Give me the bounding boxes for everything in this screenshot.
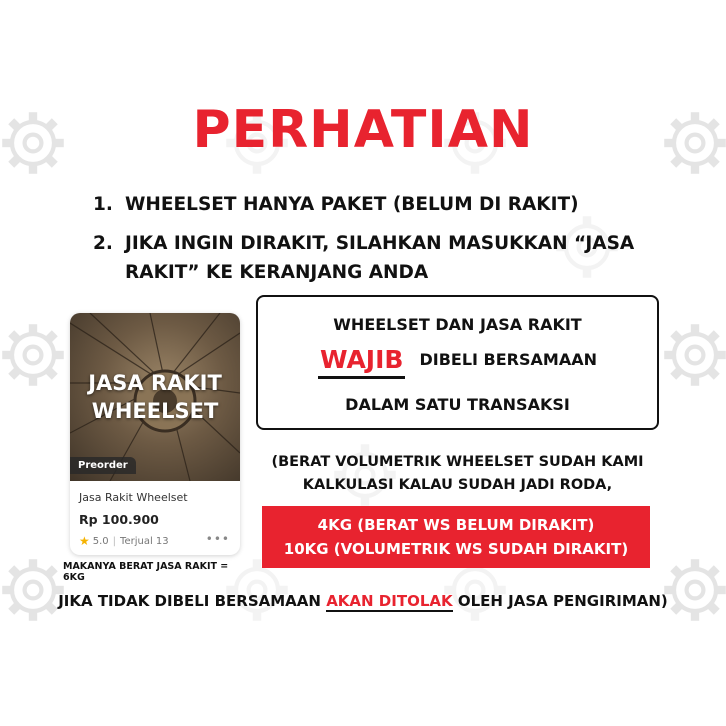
gear-icon (0, 320, 68, 390)
important-line: DALAM SATU TRANSAKSI (345, 395, 570, 414)
weights-banner (262, 506, 650, 568)
volumetric-note-line: KALKULASI KALAU SUDAH JADI RODA, (302, 477, 613, 493)
product-rating: 5.0 (92, 535, 109, 547)
footer-warning (0, 592, 726, 610)
product-image-caption-line: WHEELSET (91, 399, 219, 423)
note-item (93, 190, 663, 219)
footer-text: JIKA TIDAK DIBELI BERSAMAAN (58, 592, 327, 610)
footer-text: OLEH JASA PENGIRIMAN) (452, 592, 668, 610)
note-number: 1. (93, 194, 113, 215)
gear-icon (660, 320, 726, 390)
product-image-caption-line: JASA RAKIT (88, 371, 222, 395)
product-card[interactable] (70, 313, 240, 555)
note-text: WHEELSET HANYA PAKET (BELUM DI RAKIT) (125, 194, 579, 215)
important-box (256, 295, 659, 430)
volumetric-note-line: (BERAT VOLUMETRIK WHEELSET SUDAH KAMI (271, 454, 644, 470)
note-number: 2. (93, 233, 113, 254)
product-image (70, 313, 240, 481)
gear-icon (660, 555, 726, 625)
product-image-caption (70, 369, 240, 425)
weight-line: 4KG (BERAT WS BELUM DIRAKIT) (317, 516, 595, 534)
star-icon: ★ (79, 534, 90, 548)
weight-line: 10KG (VOLUMETRIK WS SUDAH DIRAKIT) (283, 540, 629, 558)
footer-highlight: AKAN DITOLAK (326, 592, 453, 610)
gear-icon (0, 555, 68, 625)
important-line-rest: DIBELI BERSAMAAN (419, 350, 597, 369)
more-dots-icon[interactable]: ••• (205, 532, 230, 546)
product-name[interactable]: Jasa Rakit Wheelset (79, 491, 188, 504)
page-title: PERHATIAN (192, 100, 534, 160)
note-text: JIKA INGIN DIRAKIT, SILAHKAN MASUKKAN “JASA RAKIT” KE KERANJANG ANDA (125, 233, 635, 283)
note-item (93, 229, 663, 287)
important-line: WHEELSET DAN JASA RAKIT (333, 315, 582, 334)
wajib-emphasis: WAJIB (318, 345, 405, 379)
weight-caption: MAKANYA BERAT JASA RAKIT = 6KG (63, 561, 229, 583)
important-line (258, 345, 657, 374)
product-rating-row (79, 534, 169, 548)
product-sold-count: Terjual 13 (120, 535, 169, 547)
volumetric-note (256, 451, 659, 497)
preorder-badge: Preorder (70, 457, 136, 474)
separator: | (112, 535, 117, 547)
product-price: Rp 100.900 (79, 512, 159, 527)
